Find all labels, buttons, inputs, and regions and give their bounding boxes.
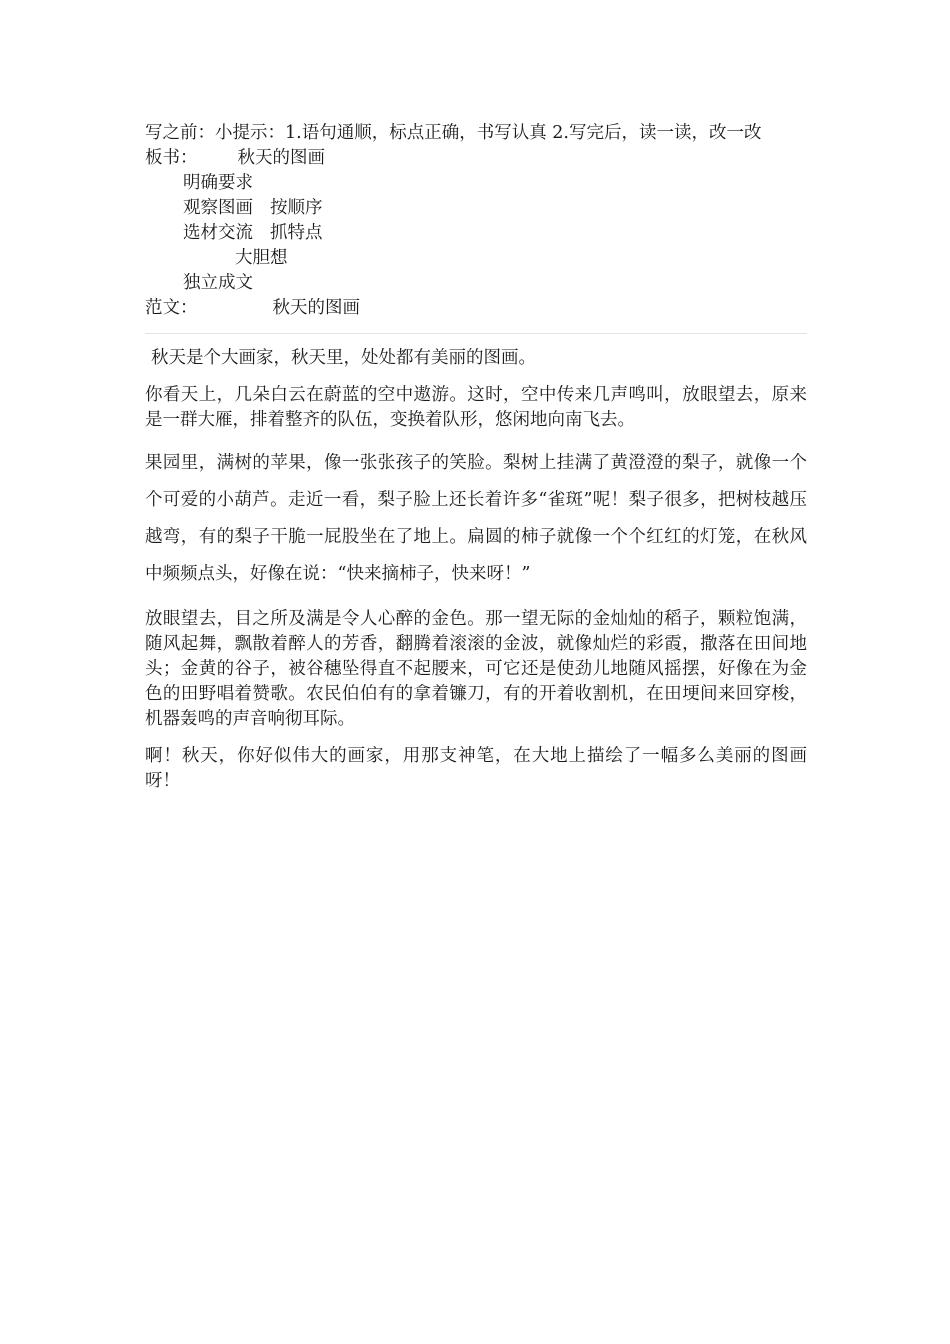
sample-title: 秋天的图画 xyxy=(272,298,360,318)
step-extra: 大胆想 xyxy=(235,248,288,268)
essay-paragraph-3: 果园里，满树的苹果，像一张张孩子的笑脸。梨树上挂满了黄澄澄的梨子，就像一个个可爱的小葫芦。走近一看，梨子脸上还长着许多“雀斑”呢！梨子很多，把树枝越压越弯，有的梨子干脆一屁股坐在了地上。扁圆的柿子就像一个个红红的灯笼，在秋风中频频点头，好像在说：“快来摘柿子，快来呀！” xyxy=(145,453,807,584)
essay-paragraph-5: 啊！秋天，你好似伟大的画家，用那支神笔，在大地上描绘了一幅多么美丽的图画呀！ xyxy=(145,746,807,791)
board-step-extra xyxy=(145,246,807,271)
step-final: 独立成文 xyxy=(183,273,253,293)
step-right: 抓特点 xyxy=(270,223,323,243)
sample-label: 范文： xyxy=(145,298,198,318)
step-right: 按顺序 xyxy=(270,198,323,218)
essay-paragraph-1: 秋天是个大画家，秋天里，处处都有美丽的图画。 xyxy=(151,348,536,368)
step-left: 选材交流 xyxy=(183,223,253,243)
board-step-2 xyxy=(145,196,807,221)
section-divider xyxy=(145,333,807,334)
step-left: 观察图画 xyxy=(183,198,253,218)
board-label: 板书： xyxy=(145,148,198,168)
tip-line: 写之前：小提示：1.语句通顺，标点正确，书写认真 2.写完后，读一读，改一改 xyxy=(145,123,762,143)
board-step-3 xyxy=(145,221,807,246)
essay-paragraph-2: 你看天上，几朵白云在蔚蓝的空中遨游。这时，空中传来几声鸣叫，放眼望去，原来是一群大雁，排着整齐的队伍，变换着队形，悠闲地向南飞去。 xyxy=(145,385,807,430)
board-title: 秋天的图画 xyxy=(237,148,325,168)
board-heading xyxy=(145,146,807,171)
board-step-1 xyxy=(145,171,807,196)
step-left: 明确要求 xyxy=(183,173,253,193)
sample-heading xyxy=(145,296,807,321)
essay-paragraph-4: 放眼望去，目之所及满是令人心醉的金色。那一望无际的金灿灿的稻子，颗粒饱满，随风起舞，飘散着醉人的芳香，翻腾着滚滚的金波，就像灿烂的彩霞，撒落在田间地头；金黄的谷子，被谷穗坠得直不起腰来，可它还是使劲儿地随风摇摆，好像在为金色的田野唱着赞歌。农民伯伯有的拿着镰刀，有的开着收割机，在田埂间来回穿梭，机器轰鸣的声音响彻耳际。 xyxy=(145,609,807,729)
board-step-final xyxy=(145,271,807,296)
document-page xyxy=(145,121,807,806)
